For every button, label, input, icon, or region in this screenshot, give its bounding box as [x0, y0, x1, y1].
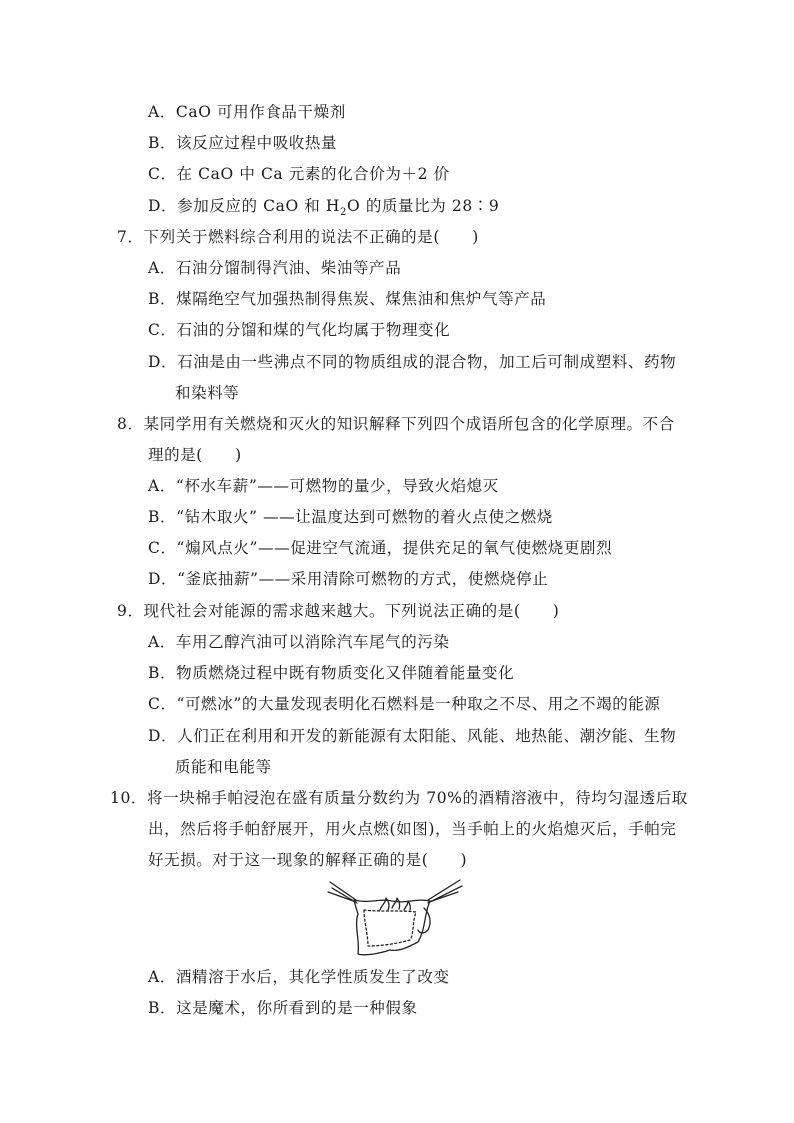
q7-option-c: C．石油的分馏和煤的气化均属于物理变化	[148, 321, 451, 339]
q7-stem: 7．下列关于燃料综合利用的说法不正确的是( )	[117, 228, 479, 246]
q7-option-d-continued: 和染料等	[175, 384, 240, 402]
q7-option-d: D．石油是由一些沸点不同的物质组成的混合物，加工后可制成塑料、药物	[148, 353, 677, 371]
q10-stem: 10．将一块棉手帕浸泡在盛有质量分数约为 70%的酒精溶液中，待均匀湿透后取	[110, 789, 688, 807]
q9-option-b: B．物质燃烧过程中既有物质变化又伴随着能量变化	[148, 664, 515, 682]
q7-option-b: B．煤隔绝空气加强热制得焦炭、煤焦油和焦炉气等产品	[148, 290, 547, 308]
q10-stem-line2: 出，然后将手帕舒展开，用火点燃(如图)，当手帕上的火焰熄灭后，手帕完	[148, 820, 677, 838]
q10-option-a: A．酒精溶于水后，其化学性质发生了改变	[148, 968, 450, 986]
q10-stem-line3: 好无损。对于这一现象的解释正确的是( )	[148, 851, 468, 869]
q8-option-b: B．“钻木取火” ——让温度达到可燃物的着火点使之燃烧	[148, 508, 553, 526]
burning-handkerchief-figure	[320, 870, 470, 960]
q9-option-c: C．“可燃冰”的大量发现表明化石燃料是一种取之不尽、用之不竭的能源	[148, 695, 661, 713]
q8-option-d: D．“釜底抽薪”——采用清除可燃物的方式，使燃烧停止	[148, 570, 549, 588]
prev-option-c: C．在 CaO 中 Ca 元素的化合价为＋2 价	[148, 165, 450, 183]
q8-stem: 8．某同学用有关燃烧和灭火的知识解释下列四个成语所包含的化学原理。不合	[117, 415, 675, 433]
q9-option-d-continued: 质能和电能等	[175, 758, 272, 776]
q9-stem: 9．现代社会对能源的需求越来越大。下列说法正确的是( )	[117, 602, 560, 620]
prev-option-a: A．CaO 可用作食品干燥剂	[148, 103, 346, 121]
q9-option-d: D．人们正在利用和开发的新能源有太阳能、风能、地热能、潮汐能、生物	[148, 727, 677, 745]
q8-option-c: C．“煽风点火”——促进空气流通，提供充足的氧气使燃烧更剧烈	[148, 539, 613, 557]
q9-option-a: A．车用乙醇汽油可以消除汽车尾气的污染	[148, 633, 450, 651]
prev-option-d: D．参加反应的 CaO 和 $H_2O$ 的质量比为 28∶9	[148, 197, 500, 219]
q10-option-b: B．这是魔术，你所看到的是一种假象	[148, 999, 418, 1017]
q7-option-a: A．石油分馏制得汽油、柴油等产品	[148, 259, 402, 277]
prev-option-b: B．该反应过程中吸收热量	[148, 134, 338, 152]
q8-stem-continued: 理的是( )	[148, 446, 242, 464]
q8-option-a: A．“杯水车薪”——可燃物的量少，导致火焰熄灭	[148, 477, 499, 495]
